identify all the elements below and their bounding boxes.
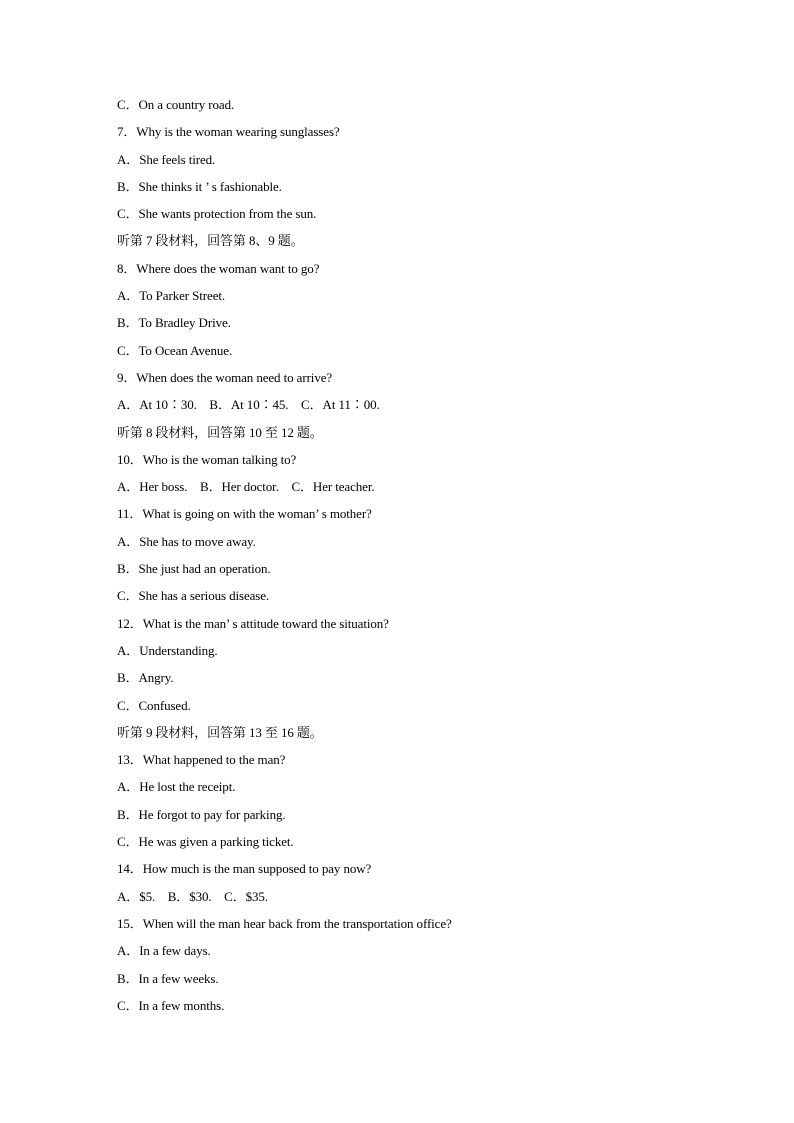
option-line: A．Her boss. B．Her doctor. C．Her teacher.: [117, 479, 375, 495]
question-line: 9．When does the woman need to arrive?: [117, 369, 333, 385]
option-line: A．$5. B．$30. C．$35.: [117, 888, 268, 904]
option-line: A．In a few days.: [117, 943, 211, 959]
question-line: 7．Why is the woman wearing sunglasses?: [117, 124, 340, 140]
option-line: C．She wants protection from the sun.: [117, 206, 317, 222]
question-line: 8．Where does the woman want to go?: [117, 260, 320, 276]
option-line: A．She feels tired.: [117, 151, 216, 167]
option-line: A．To Parker Street.: [117, 288, 226, 304]
option-line: B．He forgot to pay for parking.: [117, 806, 286, 822]
question-line: 14．How much is the man supposed to pay now?: [117, 861, 372, 877]
option-line: A．Understanding.: [117, 642, 218, 658]
section-heading: 听第 7 段材料，回答第 8、9 题。: [117, 233, 304, 249]
question-line: 13．What happened to the man?: [117, 752, 286, 768]
section-heading: 听第 8 段材料，回答第 10 至 12 题。: [117, 424, 323, 440]
option-line: B．Angry.: [117, 670, 174, 686]
option-line: A．She has to move away.: [117, 533, 256, 549]
question-line: 15．When will the man hear back from the transportation office?: [117, 915, 452, 931]
section-heading: 听第 9 段材料，回答第 13 至 16 题。: [117, 724, 323, 740]
option-line: C．On a country road.: [117, 97, 235, 112]
question-line: 11．What is going on with the woman’ s mother?: [117, 506, 372, 522]
option-line: B．She just had an operation.: [117, 561, 271, 577]
option-line: C．In a few months.: [117, 997, 225, 1013]
question-line: 12．What is the man’ s attitude toward the situation?: [117, 615, 389, 631]
document-body: [117, 95, 737, 1023]
option-line: C．To Ocean Avenue.: [117, 342, 233, 358]
option-line: C．Confused.: [117, 697, 191, 713]
option-line: A．At 10∶30. B．At 10∶45. C．At 11∶00.: [117, 397, 380, 413]
question-line: 10．Who is the woman talking to?: [117, 451, 297, 467]
option-line: C．She has a serious disease.: [117, 588, 270, 604]
option-line: B．To Bradley Drive.: [117, 315, 231, 331]
option-line: C．He was given a parking ticket.: [117, 834, 294, 850]
option-line: A．He lost the receipt.: [117, 779, 236, 795]
option-line: B．She thinks it ’ s fashionable.: [117, 178, 282, 194]
option-line: B．In a few weeks.: [117, 970, 219, 986]
